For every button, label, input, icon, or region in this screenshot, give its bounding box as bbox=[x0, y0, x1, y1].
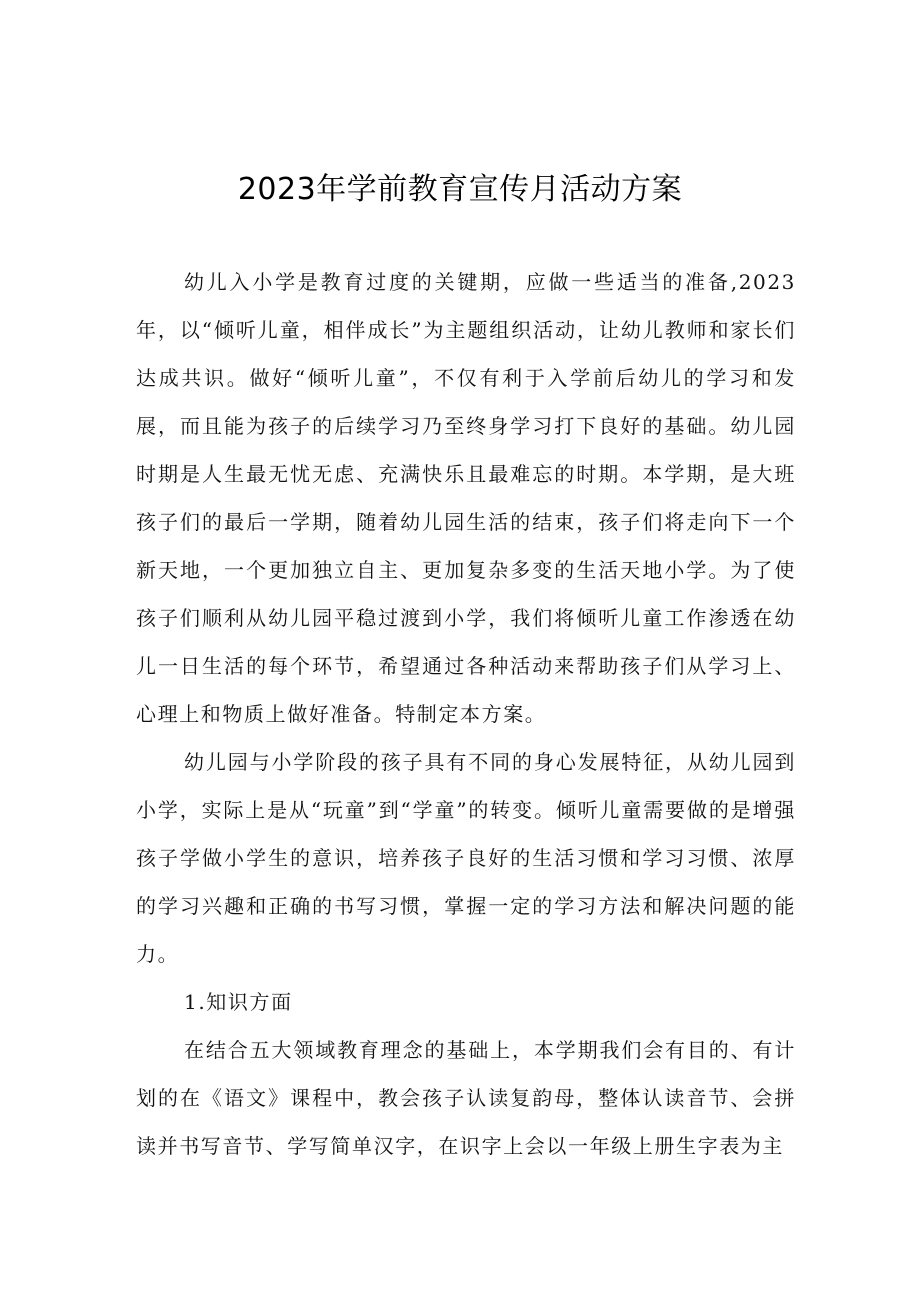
paragraph-intro: 幼儿入小学是教育过度的关键期，应做一些适当的准备,2023年，以“倾听儿童，相伴成长”为主题组织活动，让幼儿教师和家长们达成共识。做好“倾听儿童”，不仅有利于入学前后幼儿的学习和发展，而且能为孩子的后续学习乃至终身学习打下良好的基础。幼儿园时期是人生最无忧无虑、充满快乐且最难忘的时期。本学期，是大班孩子们的最后一学期，随着幼儿园生活的结束，孩子们将走向下一个新天地，一个更加独立自主、更加复杂多变的生活天地小学。为了使孩子们顺利从幼儿园平稳过渡到小学，我们将倾听儿童工作渗透在幼儿一日生活的每个环节，希望通过各种活动来帮助孩子们从学习上、心理上和物质上做好准备。特制定本方案。 bbox=[136, 270, 796, 726]
document-body bbox=[136, 258, 796, 1170]
document-title: 2023年学前教育宣传月活动方案 bbox=[237, 172, 683, 207]
paragraph-knowledge: 在结合五大领域教育理念的基础上，本学期我们会有目的、有计划的在《语文》课程中，教会孩子认读复韵母，整体认读音节、会拼读并书写音节、学写简单汉字，在识字上会以一年级上册生字表为主 bbox=[136, 1038, 796, 1158]
section-heading-knowledge: 1.知识方面 bbox=[184, 990, 293, 1014]
paragraph-development: 幼儿园与小学阶段的孩子具有不同的身心发展特征，从幼儿园到小学，实际上是从“玩童”到“学童”的转变。倾听儿童需要做的是增强孩子学做小学生的意识，培养孩子良好的生活习惯和学习习惯、浓厚的学习兴趣和正确的书写习惯，掌握一定的学习方法和解决问题的能力。 bbox=[136, 750, 796, 966]
